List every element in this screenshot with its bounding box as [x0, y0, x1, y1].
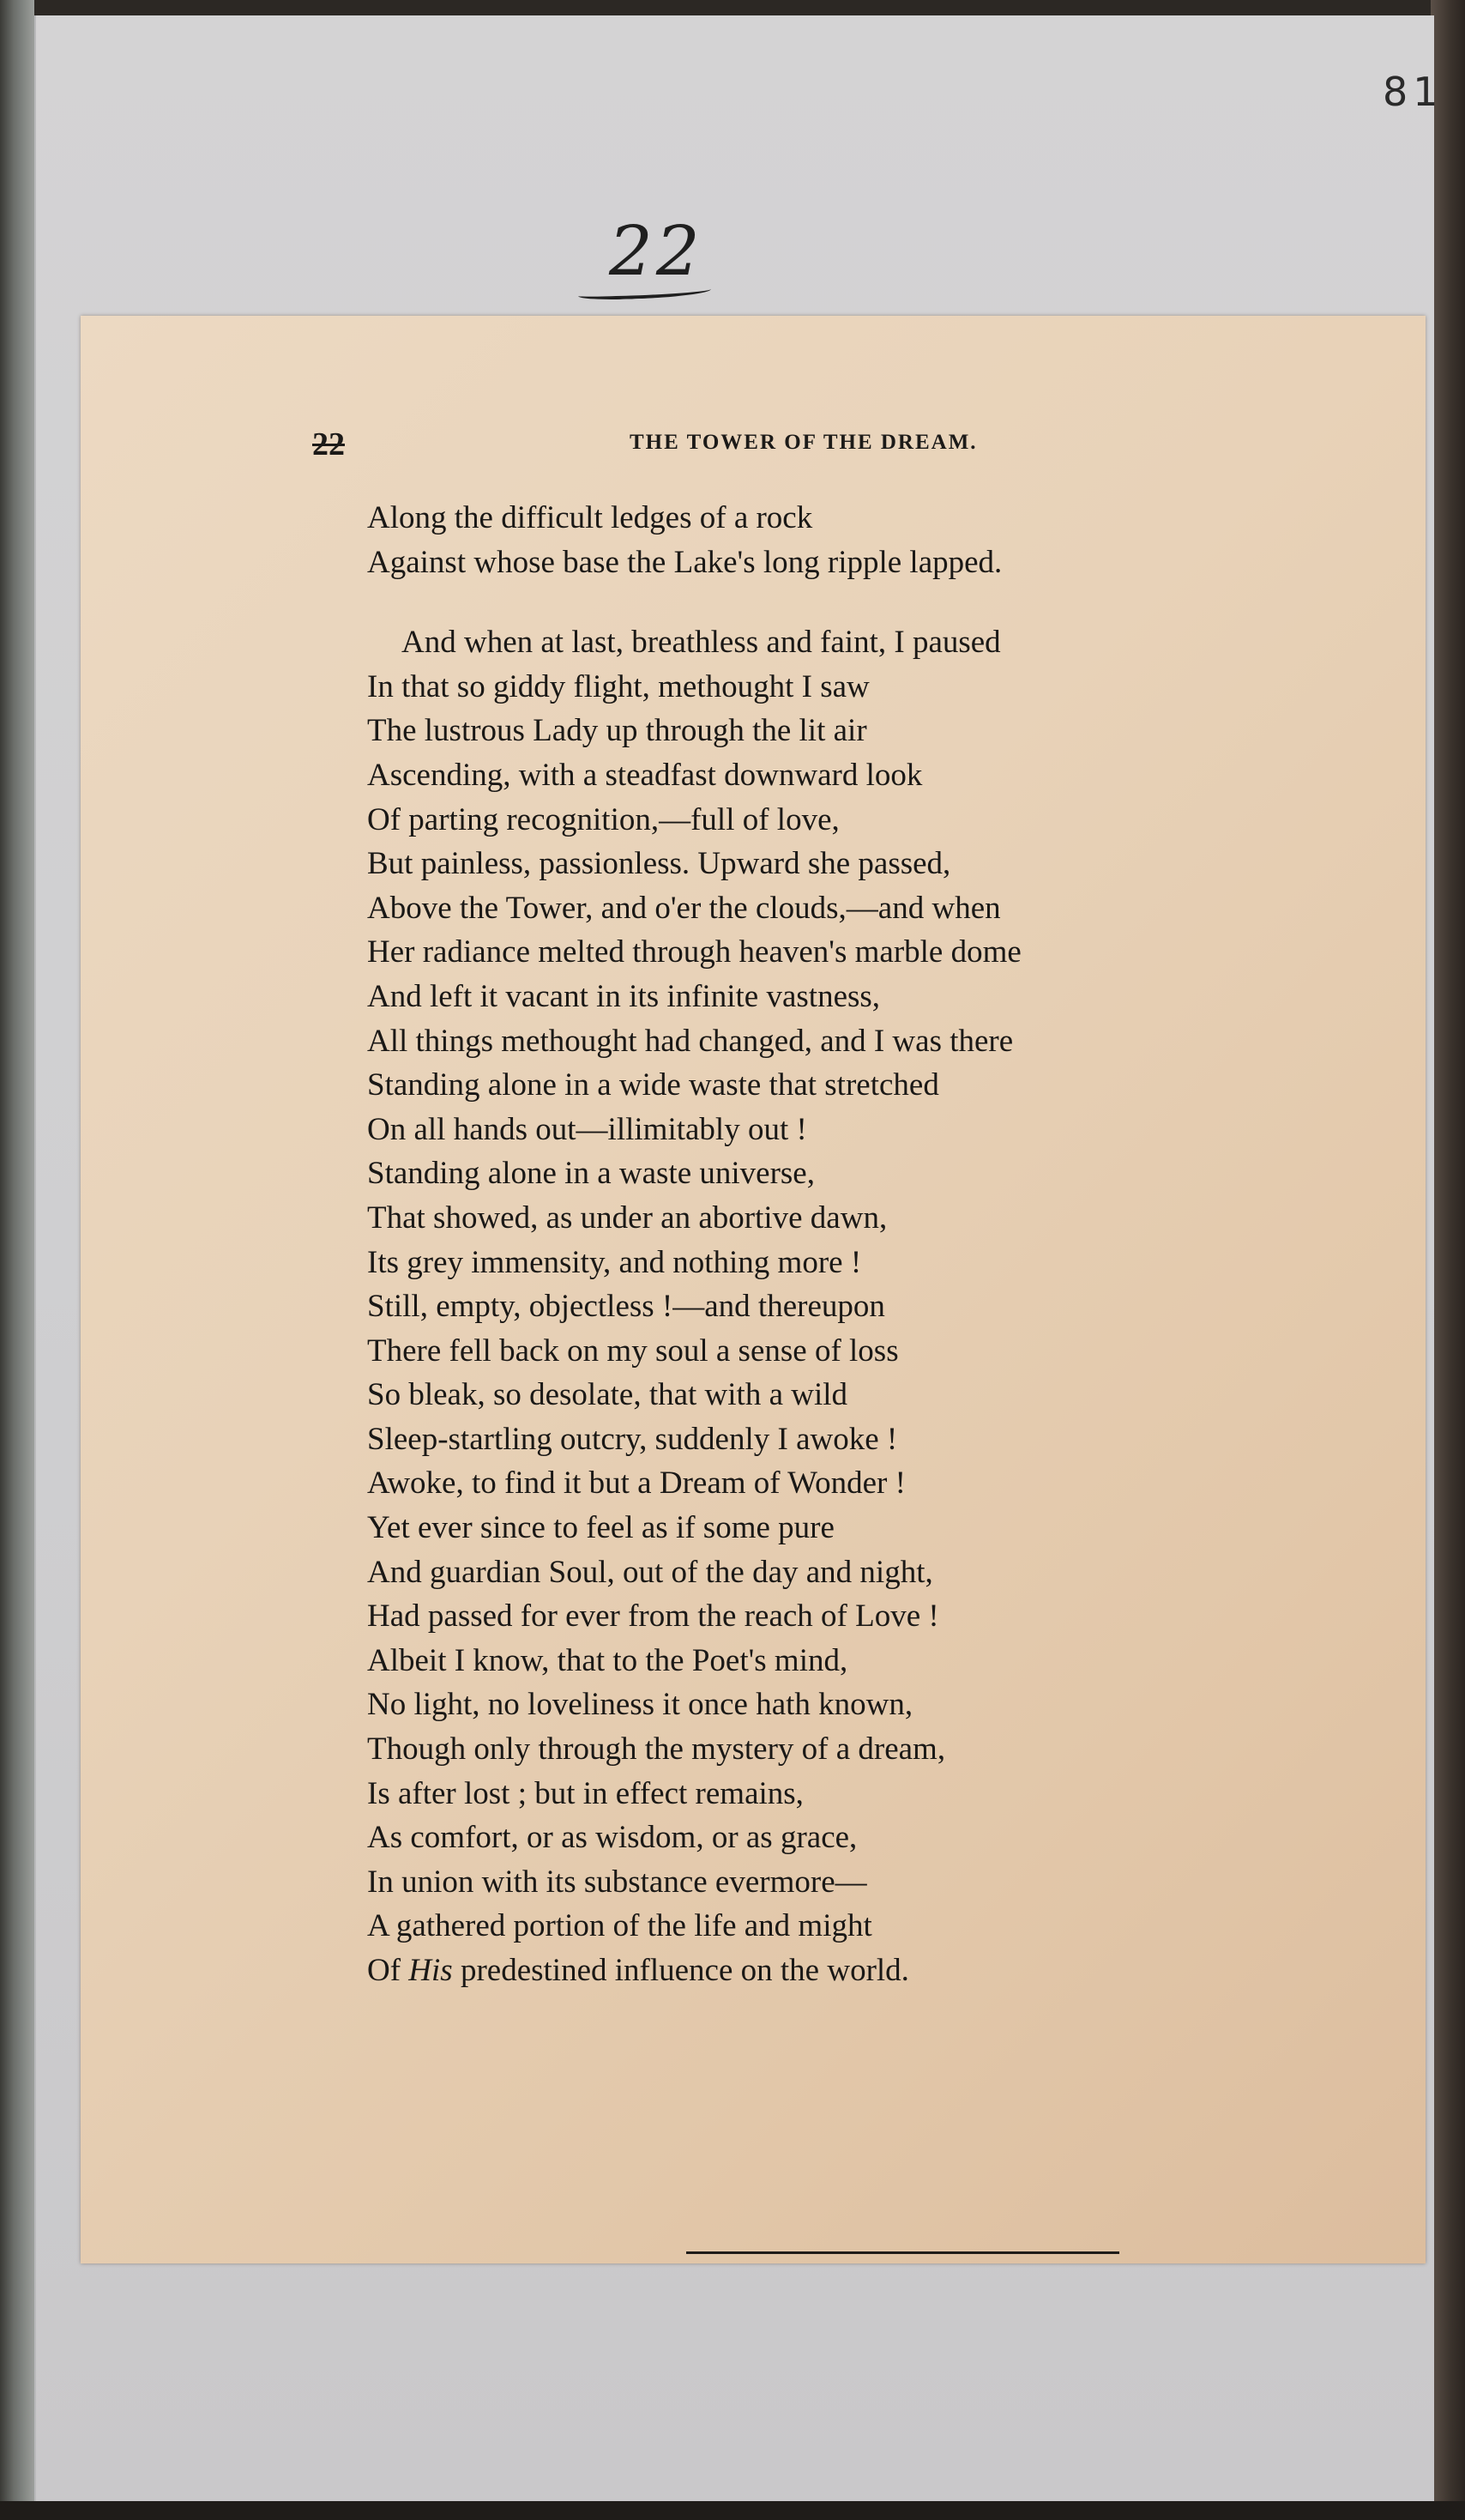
handwritten-page-number: 22 [609, 211, 703, 291]
poem-line: A gathered portion of the life and might [367, 1908, 872, 1944]
poem-line: Her radiance melted through heaven's marble dome [367, 934, 1022, 970]
poem-line: In union with its substance evermore— [367, 1864, 867, 1900]
stanza-1 [367, 496, 1396, 584]
poem-line: Had passed for ever from the reach of Love ! [367, 1598, 939, 1635]
printed-page-number: 22 [312, 426, 345, 462]
poem-line: On all hands out—illimitably out ! [367, 1111, 807, 1147]
poem-line-last [367, 1949, 1396, 1993]
poem-line: Its grey immensity, and nothing more ! [367, 1244, 862, 1280]
album-page [34, 15, 1444, 2501]
poem-line: Above the Tower, and o'er the clouds,—and when [367, 890, 1001, 926]
poem-line: No light, no loveliness it once hath known, [367, 1687, 913, 1723]
poem-line: In that so giddy flight, methought I saw [367, 668, 870, 704]
poem-line: Ascending, with a steadfast downward look [367, 757, 923, 793]
end-rule [686, 2251, 1119, 2254]
poem-line: Still, empty, objectless !—and thereupon [367, 1289, 885, 1325]
book-cover-left-edge [0, 0, 34, 2520]
book-cover-right-edge [1431, 0, 1465, 2520]
book-cover-top-edge [0, 0, 1465, 15]
printed-clipping [81, 316, 1426, 2263]
book-cover-bottom-edge [0, 2501, 1465, 2520]
last-line-prefix: Of [367, 1953, 409, 1988]
poem-line: Along the difficult ledges of a rock [367, 500, 813, 535]
poem-line: Against whose base the Lake's long ripple lapped. [367, 544, 1003, 580]
folio-number: 81 [1383, 69, 1444, 115]
poem-line: There fell back on my soul a sense of loss [367, 1333, 899, 1369]
last-line-suffix: predestined influence on the world. [452, 1953, 909, 1988]
poem-line: All things methought had changed, and I was there [367, 1023, 1014, 1059]
poem-line: Of parting recognition,—full of love, [367, 801, 840, 837]
running-head [81, 426, 1426, 460]
poem-line: And when at last, breathless and faint, I paused [401, 625, 1001, 661]
poem-line: Yet ever since to feel as if some pure [367, 1510, 835, 1546]
poem-line: And left it vacant in its infinite vastness, [367, 978, 881, 1014]
poem-line: So bleak, so desolate, that with a wild [367, 1377, 848, 1413]
poem-text [367, 496, 1396, 1993]
handwritten-underline [578, 284, 711, 300]
stanza-2 [367, 620, 1396, 1992]
poem-line: And guardian Soul, out of the day and night, [367, 1554, 933, 1590]
poem-line: Though only through the mystery of a dream, [367, 1731, 946, 1768]
running-head-title: THE TOWER OF THE DREAM. [630, 431, 978, 454]
poem-line: As comfort, or as wisdom, or as grace, [367, 1820, 858, 1856]
stanza-break [367, 584, 1396, 620]
last-line-italic-word: His [408, 1953, 453, 1988]
poem-line: Awoke, to find it but a Dream of Wonder ! [367, 1465, 906, 1502]
poem-line: Standing alone in a waste universe, [367, 1156, 815, 1192]
poem-line: That showed, as under an abortive dawn, [367, 1200, 888, 1236]
poem-line: Albeit I know, that to the Poet's mind, [367, 1642, 848, 1678]
poem-line: The lustrous Lady up through the lit air [367, 713, 867, 749]
poem-line: Is after lost ; but in effect remains, [367, 1775, 804, 1811]
poem-line: Sleep-startling outcry, suddenly I awoke ! [367, 1421, 898, 1457]
poem-line: But painless, passionless. Upward she passed, [367, 846, 951, 882]
poem-line: Standing alone in a wide waste that stretched [367, 1067, 939, 1103]
